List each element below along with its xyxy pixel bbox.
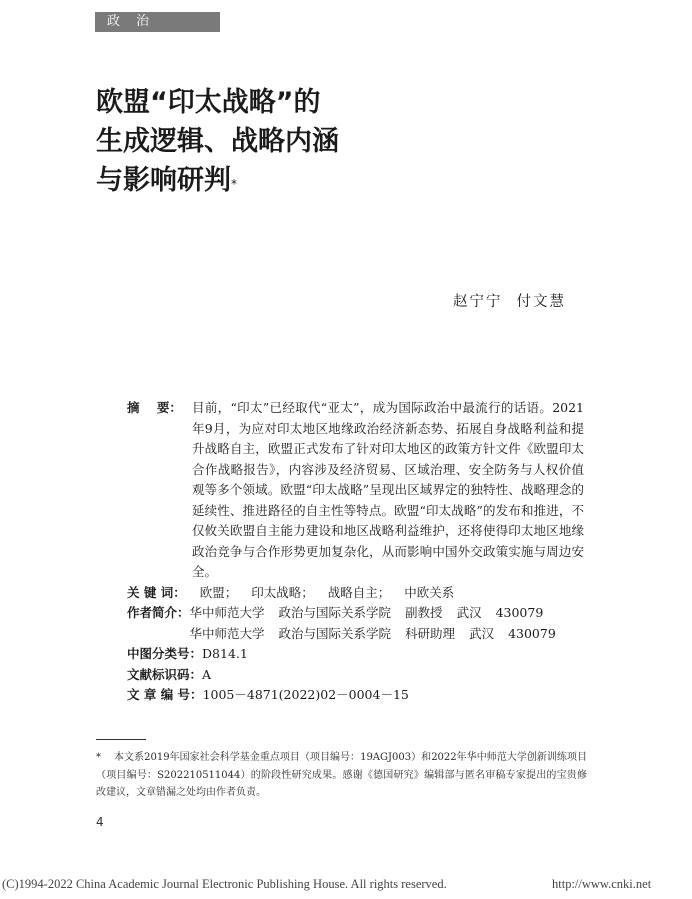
document-code-value: A [202,666,212,682]
clc-number-value: D814.1 [202,646,248,661]
article-number-label: 文 章 编 号： [127,687,203,702]
copyright-footer [0,877,692,892]
keyword: 中欧关系 [404,584,455,600]
title-footnote-marker: * [231,177,237,191]
clc-number-label: 中图分类号： [127,646,203,661]
clc-number [127,644,587,665]
keywords [127,583,587,604]
cnki-link[interactable]: http://www.cnki.net [552,877,652,891]
author-name: 赵宁宁 [453,294,503,310]
author-bio-line [190,603,570,624]
position: 科研助理 [405,625,456,641]
affiliation: 华中师范大学 [189,625,265,641]
keyword: 战略自主； [327,584,391,600]
footnote-text: 本文系2019年国家社会科学基金重点项目（项目编号：19AGJ003）和2022年华中师范大学创新训练项目（项目编号：S202210511044）的阶段性研究成果。感谢《德国研究》编辑部与匿名审稿专家提出的宝贵修改建议，文章错漏之处均由作者负责。 [96,752,587,798]
abstract [127,398,587,583]
position: 副教授 [405,605,443,620]
article-title [96,83,516,200]
department: 政治与国际关系学院 [278,605,392,620]
keyword: 印太战略； [251,584,314,600]
postcode: 430079 [495,605,544,620]
postcode: 430079 [508,625,556,641]
abstract-label: 摘 要： [127,400,182,415]
copyright-text: (C)1994-2022 China Academic Journal Electronic Publishing House. All rights reserved. [2,877,447,891]
article-metadata [127,398,587,706]
footnote-marker: * [96,752,101,763]
authors [453,290,566,311]
footnote-divider [96,739,146,740]
article-number [127,685,587,706]
keywords-label: 关 键 词： [127,584,186,600]
city: 武汉 [469,625,495,641]
section-tag: 政 治 [95,12,220,32]
affiliation: 华中师范大学 [189,605,265,620]
page-number: 4 [96,815,104,829]
department: 政治与国际关系学院 [278,625,392,641]
document-code-label: 文献标识码： [127,666,203,682]
title-line: 生成逻辑、战略内涵 [96,126,339,157]
title-line: 欧盟“印太战略”的 [96,87,321,118]
footnote [96,749,587,802]
author-bio-line [190,624,570,645]
title-line: 与影响研判* [96,165,237,196]
keyword: 欧盟； [199,584,238,600]
author-bio [127,603,587,644]
author-bio-label: 作者简介： [127,605,190,620]
article-number-value: 1005－4871(2022)02－0004－15 [202,687,409,702]
abstract-text: 目前，“印太”已经取代“亚太”，成为国际政治中最流行的话语。2021年9月，为应对印太地区地缘政治经济新态势、拓展自身战略利益和提升战略自主，欧盟正式发布了针对印太地区的政策方针文件《欧盟印太合作战略报告》，内容涉及经济贸易、区域治理、安全防务与人权价值观等多个领域。欧盟“印太战略”呈现出区域界定的独特性、战略理念的延续性、推进路径的自主性等特点。欧盟“印太战略”的发布和推进，不仅攸关欧盟自主能力建设和地区战略利益维护，还将使得印太地区地缘政治竞争与合作形势更加复杂化，从而影响中国外交政策实施与周边安全。 [192,400,584,579]
city: 武汉 [456,605,482,620]
author-name: 付文慧 [516,294,566,310]
document-code [127,665,587,686]
